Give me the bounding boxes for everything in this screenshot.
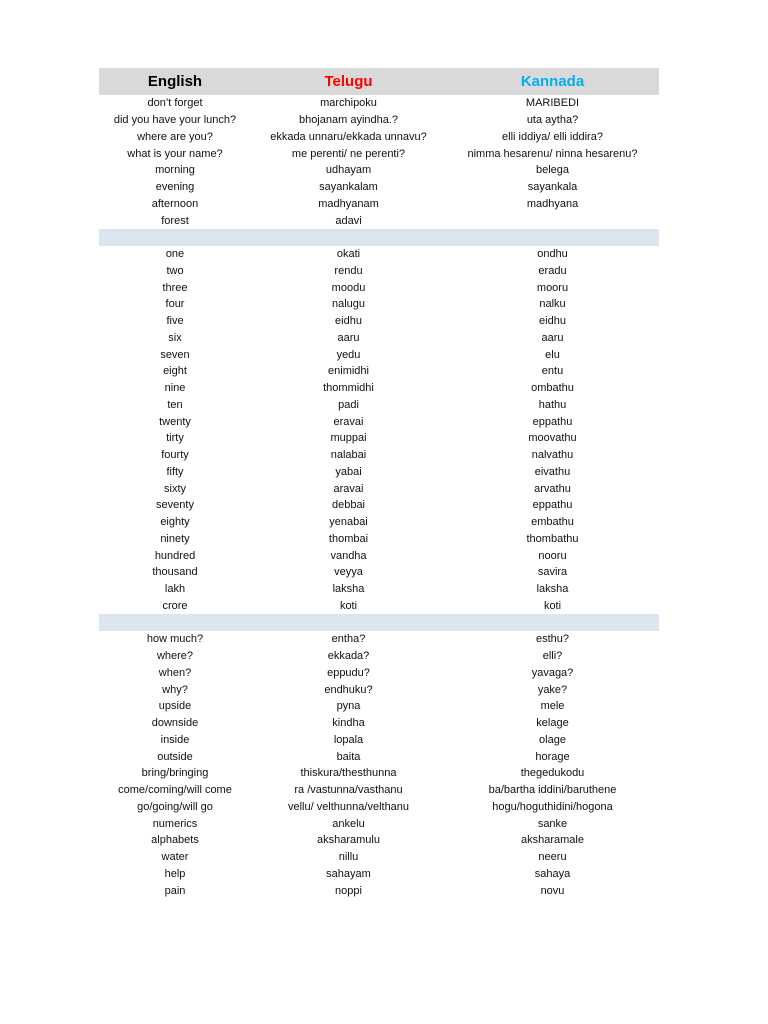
table-row [99,698,659,715]
cell-kannada: ondhu [537,248,568,261]
cell-telugu: bhojanam ayindha.? [298,114,399,127]
cell-english: seven [160,348,190,361]
cell-telugu: me perenti/ ne perenti? [291,147,406,160]
cell-english: hundred [154,549,196,562]
cell-telugu: ekkada unnaru/ekkada unnavu? [270,130,427,143]
cell-english: lakh [164,583,186,596]
cell-kannada: mooru [536,281,569,294]
cell-kannada: yavaga? [531,666,574,679]
cell-english: why? [162,683,188,696]
cell-telugu: sayankalam [319,181,378,194]
cell-kannada: eppathu [532,499,573,512]
table-row [99,263,659,280]
table-row [99,849,659,866]
cell-telugu: yabai [335,465,362,478]
cell-english: forest [161,214,189,227]
cell-kannada: ombathu [531,382,574,395]
cell-kannada: thombathu [526,532,579,545]
table-header [99,68,659,95]
table-row [99,514,659,531]
table-row [99,581,659,598]
cell-telugu: nillu [338,851,359,864]
vocabulary-table [99,68,659,899]
table-row [99,129,659,146]
cell-english: thousand [152,566,198,579]
cell-kannada: MARIBEDI [525,97,580,110]
cell-english: fourty [161,449,189,462]
cell-english: six [168,331,182,344]
cell-english: evening [155,181,195,194]
cell-english: downside [151,717,199,730]
cell-kannada: elli iddiya/ elli iddira? [502,130,603,143]
table-row [99,782,659,799]
cell-english: sixty [164,482,186,495]
table-row [99,598,659,615]
cell-telugu: ankelu [332,817,365,830]
cell-english: morning [155,164,195,177]
cell-kannada: nooru [538,549,567,562]
cell-english: two [166,264,184,277]
header-english: English [147,73,203,90]
cell-kannada: moovathu [528,432,577,445]
table-row [99,112,659,129]
cell-english: numerics [152,817,198,830]
cell-english: go/going/will go [137,800,213,813]
cell-english: ten [167,398,183,411]
cell-kannada: eidhu [539,315,566,328]
cell-kannada: koti [543,599,562,612]
cell-english: where? [156,650,194,663]
cell-telugu: moodu [331,281,366,294]
cell-telugu: thombai [328,532,369,545]
cell-kannada: mele [540,700,565,713]
table-row [99,330,659,347]
table-row [99,212,659,229]
cell-telugu: vellu/ velthunna/velthanu [287,800,410,813]
cell-kannada: embathu [531,516,574,529]
cell-telugu: aaru [337,331,360,344]
cell-telugu: lopala [333,733,364,746]
section-separator [99,229,659,246]
table-row [99,179,659,196]
cell-kannada: uta aytha? [526,114,579,127]
cell-kannada: yake? [537,683,568,696]
cell-telugu: adavi [335,214,362,227]
table-row [99,882,659,899]
table-row [99,279,659,296]
cell-kannada: hathu [538,398,567,411]
cell-english: don’t forget [147,97,203,110]
cell-telugu: ra /vastunna/vasthanu [294,784,403,797]
cell-english: how much? [146,633,204,646]
cell-english: water [161,851,189,864]
cell-kannada: laksha [536,583,569,596]
table-row [99,480,659,497]
cell-kannada: olage [539,733,566,746]
cell-english: what is your name? [127,147,223,160]
cell-telugu: entha? [331,633,366,646]
table-row [99,296,659,313]
cell-kannada: entu [541,365,564,378]
cell-english: four [165,298,185,311]
cell-telugu: kindha [332,717,365,730]
cell-kannada: elli? [542,650,563,663]
table-row [99,447,659,464]
cell-telugu: udhayam [325,164,372,177]
cell-english: five [166,315,184,328]
table-row [99,464,659,481]
cell-kannada: arvathu [534,482,571,495]
cell-kannada: eivathu [534,465,571,478]
cell-english: did you have your lunch? [113,114,237,127]
cell-telugu: noppi [335,884,362,897]
cell-telugu: padi [338,398,359,411]
table-row [99,715,659,732]
cell-english: tirty [166,432,184,445]
cell-kannada: eppathu [532,415,573,428]
section-separator [99,614,659,631]
cell-telugu: debbai [331,499,366,512]
cell-english: nine [164,382,186,395]
cell-kannada: elu [545,348,560,361]
cell-telugu: endhuku? [324,683,373,696]
cell-kannada: madhyana [526,197,579,210]
cell-kannada: thegedukodu [520,767,585,780]
cell-kannada: aaru [541,331,564,344]
cell-english: alphabets [151,834,199,847]
table-row [99,413,659,430]
table-row [99,397,659,414]
cell-english: where are you? [137,130,213,143]
cell-kannada: sayankala [527,181,578,194]
cell-telugu: veyya [334,566,363,579]
table-row [99,430,659,447]
cell-telugu: madhyanam [318,197,379,210]
cell-english: when? [158,666,192,679]
cell-telugu: sahayam [326,867,371,880]
cell-english: ninety [160,532,190,545]
cell-english: come/coming/will come [118,784,232,797]
cell-telugu: aravai [333,482,364,495]
cell-telugu: eppudu? [327,666,370,679]
table-row [99,799,659,816]
header-telugu: Telugu [324,73,373,90]
cell-english: upside [158,700,192,713]
cell-kannada: nalku [539,298,566,311]
table-row [99,866,659,883]
cell-telugu: koti [339,599,358,612]
cell-telugu: aksharamulu [317,834,380,847]
cell-english: outside [157,750,193,763]
cell-kannada: neeru [538,851,567,864]
table-row [99,145,659,162]
table-row [99,95,659,112]
cell-kannada: sanke [537,817,568,830]
table-row [99,832,659,849]
table-row [99,547,659,564]
cell-kannada: nimma hesarenu/ ninna hesarenu? [467,147,638,160]
table-row [99,665,659,682]
table-row [99,246,659,263]
cell-telugu: nalabai [330,449,367,462]
cell-english: fifty [166,465,184,478]
table-row [99,765,659,782]
cell-english: bring/bringing [141,767,209,780]
cell-english: help [164,867,186,880]
table-row [99,648,659,665]
cell-kannada: sahaya [534,867,571,880]
cell-telugu: marchipoku [320,97,377,110]
cell-telugu: baita [336,750,361,763]
cell-kannada: kelage [536,717,569,730]
cell-telugu: yenabai [329,516,368,529]
cell-telugu: vandha [330,549,367,562]
cell-kannada: hogu/hoguthidini/hogona [492,800,613,813]
cell-kannada: esthu? [535,633,570,646]
cell-telugu: yedu [336,348,361,361]
table-row [99,564,659,581]
table-row [99,162,659,179]
cell-english: pain [164,884,186,897]
cell-kannada: horage [535,750,570,763]
cell-kannada: ba/bartha iddini/baruthene [488,784,617,797]
cell-kannada: aksharamale [521,834,584,847]
table-row [99,363,659,380]
cell-telugu: pyna [336,700,361,713]
cell-telugu: nalugu [331,298,366,311]
table-row [99,815,659,832]
cell-english: crore [162,599,188,612]
cell-telugu: laksha [332,583,365,596]
table-row [99,196,659,213]
table-row [99,313,659,330]
cell-kannada: novu [540,884,565,897]
cell-kannada: savira [537,566,568,579]
cell-english: eighty [160,516,190,529]
cell-telugu: ekkada? [327,650,370,663]
cell-kannada: belega [535,164,570,177]
table-row [99,346,659,363]
cell-english: one [165,248,185,261]
cell-telugu: thiskura/thesthunna [300,767,397,780]
table-row [99,748,659,765]
cell-english: seventy [156,499,194,512]
table-row [99,732,659,749]
cell-english: eight [163,365,187,378]
table-body [99,95,659,899]
cell-english: three [162,281,188,294]
header-kannada: Kannada [520,73,585,90]
cell-telugu: enimidhi [328,365,369,378]
table-row [99,531,659,548]
cell-telugu: okati [336,248,361,261]
cell-english: afternoon [151,197,199,210]
cell-kannada: eradu [538,264,567,277]
cell-telugu: muppai [330,432,367,445]
table-row [99,681,659,698]
cell-english: inside [160,733,190,746]
cell-english: twenty [159,415,191,428]
table-row [99,380,659,397]
cell-telugu: rendu [334,264,363,277]
table-row [99,631,659,648]
cell-telugu: eravai [333,415,364,428]
cell-kannada: nalvathu [531,449,574,462]
table-row [99,497,659,514]
cell-telugu: thommidhi [323,382,374,395]
cell-telugu: eidhu [335,315,362,328]
